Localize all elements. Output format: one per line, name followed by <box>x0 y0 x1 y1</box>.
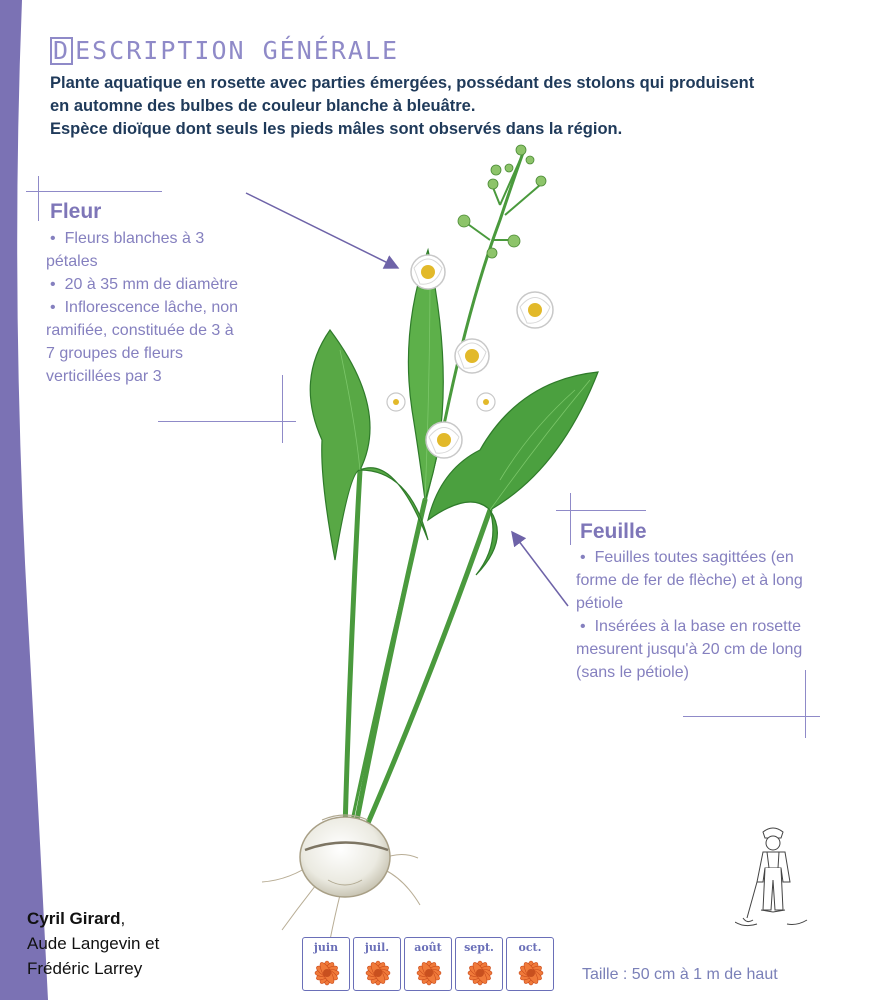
right-leaf <box>428 372 598 575</box>
month-label: août <box>414 941 442 954</box>
month-card <box>404 937 452 991</box>
leaf-bullet: • Feuilles toutes sagittées (en forme de fer de flèche) et à long pétiole <box>576 546 804 615</box>
intro-line: Espèce dioïque dont seuls les pieds mâles sont observés dans la région. <box>50 120 623 138</box>
gardener-sketch <box>735 820 835 940</box>
flower-icon <box>464 957 496 989</box>
bulb <box>300 815 390 897</box>
month-card <box>302 937 350 991</box>
month-label: oct. <box>518 941 542 954</box>
flower-icon <box>515 957 547 989</box>
leaf-bullet: • Insérées à la base en rosette mesurent jusqu'à 20 cm de long (sans le pétiole) <box>576 615 804 684</box>
author-comma: , <box>120 909 126 928</box>
author-lead: Cyril Girard <box>27 909 121 928</box>
authors <box>27 906 159 981</box>
month-label: juil. <box>364 941 390 954</box>
flower-buds <box>458 145 546 258</box>
flower-icon <box>413 957 445 989</box>
intro-line: Plante aquatique en rosette avec parties émergées, possédant des stolons qui produisent <box>50 74 755 92</box>
flower-pointer-arrow <box>246 193 398 268</box>
flower-title: Fleur <box>50 200 102 223</box>
month-label: sept. <box>464 941 494 954</box>
flower-icon <box>311 957 343 989</box>
plant-size: Taille : 50 cm à 1 m de haut <box>582 966 778 983</box>
heading-initial: D <box>50 37 73 65</box>
leaf-pointer-arrow <box>512 532 568 606</box>
intro-line: en automne des bulbes de couleur blanche à bleuâtre. <box>50 97 476 115</box>
flowering-calendar <box>302 937 557 991</box>
flower-bullet: • Inflorescence lâche, non ramifiée, constituée de 3 à 7 groupes de fleurs verticillées par 3 <box>46 296 246 388</box>
month-label: juin <box>313 941 339 954</box>
flower-icon <box>362 957 394 989</box>
month-card <box>353 937 401 991</box>
author-line: Aude Langevin et <box>27 934 160 953</box>
leaf-title: Feuille <box>580 520 647 543</box>
author-line: Frédéric Larrey <box>27 959 143 978</box>
heading-text: ESCRIPTION GÉNÉRALE <box>75 36 400 65</box>
month-card <box>506 937 554 991</box>
flower-bullet: • 20 à 35 mm de diamètre <box>46 273 246 296</box>
month-card <box>455 937 503 991</box>
author-line <box>27 906 159 931</box>
flower-bullet: • Fleurs blanches à 3 pétales <box>46 227 246 273</box>
